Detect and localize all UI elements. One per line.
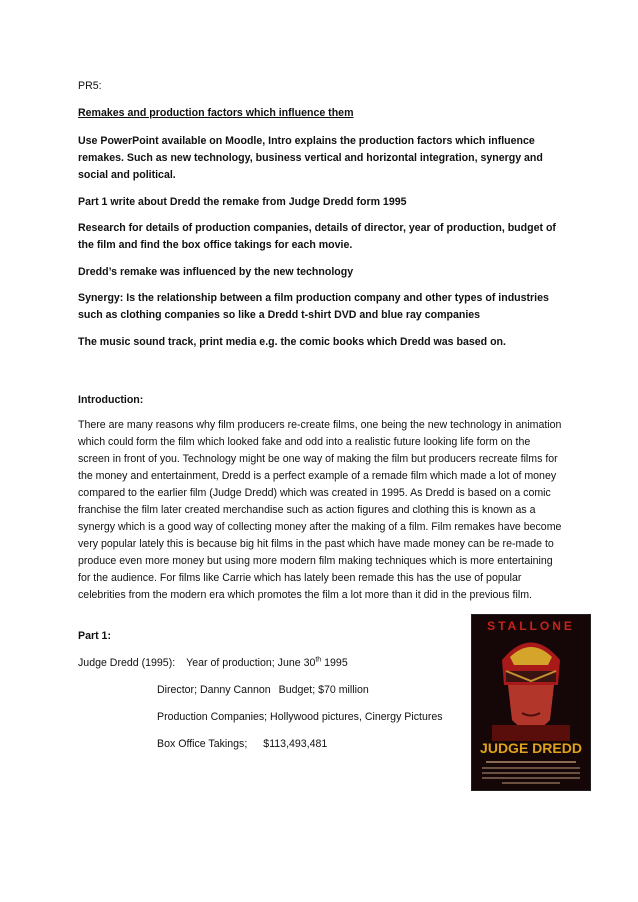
box-office-label: Box Office Takings; [157, 738, 248, 750]
budget: Budget; $70 million [278, 684, 369, 696]
brief-paragraph-3: Research for details of production companies, details of director, year of production, budget of the film and find the box office takings for each movie. [78, 222, 556, 251]
judge-dredd-poster [471, 614, 591, 791]
box-office-value: $113,493,481 [263, 738, 328, 750]
film-info-row [78, 655, 458, 672]
director-budget-row [157, 682, 457, 699]
brief-paragraph-1: Use PowerPoint available on Moodle, Intro explains the production factors which influence remakes. Such as new technology, business vertical and horizontal integration, synergy and social and political. [78, 135, 543, 181]
intro-body: There are many reasons why film producers re-create films, one being the new technology in animation which could form the film which looked fake and odd into a realistic future looking life form on the screen in front of you. Technology might be one way of making the film but producers recreate films for the money and entertainment, Dredd is a perfect example of a remade film which made a lot of money compared to the earlier film (Judge Dredd) which was created in 1995. As Dredd is based on a comic franchise the film later created merchandise such as action figures and clothing this is known as a synergy which is a good way of collecting money after the making of a film. Film remakes have become very popular lately this is because big hit films in the past which have made money can be re-made to produce even more money but using more modern film making techniques which is more entertaining for the audience. For films like Carrie which has lately been remade this has the use of popular celebrities from the modern era which promotes the film a lot more than it did in the previous film. [78, 419, 562, 601]
brief-paragraph-5: Synergy: Is the relationship between a film production company and other types of industries such as clothing companies so like a Dredd t-shirt DVD and blue ray companies [78, 292, 549, 321]
doc-subheading: Remakes and production factors which influence them [78, 107, 354, 119]
year-label: Year of production; June 30 [186, 657, 316, 669]
poster-top-text: STALLONE [487, 619, 575, 633]
intro-heading: Introduction: [78, 394, 144, 406]
box-office-row [157, 736, 457, 753]
brief-paragraph-4: Dredd’s remake was influenced by the new technology [78, 266, 354, 278]
brief-paragraph-2: Part 1 write about Dredd the remake from Judge Dredd form 1995 [78, 196, 407, 208]
part1-heading: Part 1: [78, 630, 111, 642]
director: Director; Danny Cannon [157, 684, 271, 696]
doc-heading: PR5: [78, 80, 102, 92]
brief-paragraph-6: The music sound track, print media e.g. the comic books which Dredd was based on. [78, 336, 506, 348]
poster-artwork [472, 615, 590, 790]
year-tail: 1995 [321, 657, 348, 669]
production-companies: Production Companies; Hollywood pictures, Cinergy Pictures [157, 711, 443, 723]
film-label: Judge Dredd (1995): [78, 657, 176, 669]
year-sup: th [315, 656, 322, 664]
poster-title-text: JUDGE DREDD [480, 740, 582, 756]
